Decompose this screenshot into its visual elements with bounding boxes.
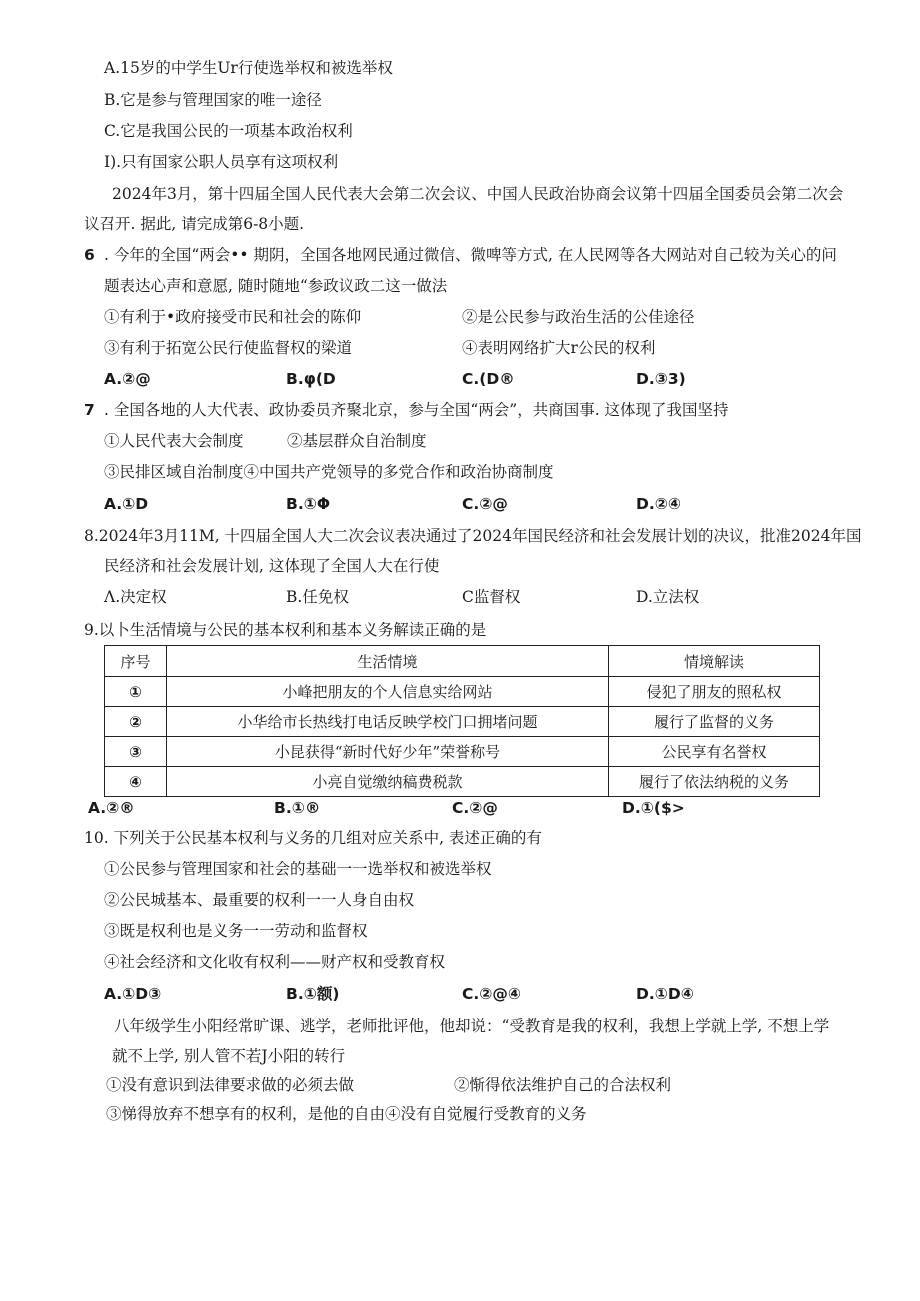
q11-item-2: ②惭得依法维护自己的合法权利 (454, 1076, 672, 1094)
q6-item-4: ④表明网络扩大r公民的权利 (462, 339, 656, 357)
table-cell: 小亮自觉缴纳稿费税款 (167, 767, 609, 797)
table-cell: 履行了依法纳税的义务 (609, 767, 820, 797)
q5-option-b: B.它是参与管理国家的唯一途径 (104, 91, 322, 109)
table-cell: ① (105, 677, 167, 707)
q5-option-c: C.它是我国公民的一项基本政治权利 (104, 122, 353, 140)
q8-choice-b: B.任免权 (286, 588, 349, 606)
q11-item-3-4: ③悌得放弃不想享有的权利，是他的自由④没有自觉履行受教育的义务 (106, 1105, 587, 1123)
q6-choice-d: D.③3) (636, 370, 686, 388)
intro-line-1: 2024年3月，第十四届全国人民代表大会第二次会议、中国人民政治协商会议第十四届全国委员会第二次会 (112, 185, 844, 203)
q8-choice-a: Λ.决定权 (104, 588, 167, 606)
table-row (105, 677, 820, 707)
q10-choice-a: A.①D③ (104, 985, 162, 1003)
q11-item-1: ①没有意识到法律要求做的必须去做 (106, 1076, 355, 1094)
q10-choice-c: C.②@④ (462, 985, 522, 1003)
q7-choice-b: B.①Φ (286, 495, 331, 513)
q9-choice-a: A.②® (88, 799, 135, 817)
q9-choice-d: D.①($> (622, 799, 685, 817)
table-header-row (105, 646, 820, 677)
q10-item-4: ④社会经济和文化收有权利——财产权和受教育权 (104, 953, 446, 971)
table-header-cell: 序号 (105, 646, 167, 677)
q6-number: 6 (84, 246, 95, 264)
q6-choice-b: B.φ(D (286, 370, 336, 388)
table-cell: 侵犯了朋友的照私权 (609, 677, 820, 707)
q7-item-2: ②基层群众自治制度 (287, 432, 427, 450)
table-cell: 小华给市长热线打电话反映学校门口拥堵问题 (167, 707, 609, 737)
q7-stem: . 全国各地的人大代表、政协委员齐聚北京，参与全国“两会”，共商国事. 这体现了我国坚持 (104, 401, 729, 419)
q6-stem-line-1: . 今年的全国“两会•• 期阴，全国各地网民通过微信、微啤等方式, 在人民网等各大网站对自己较为关心的问 (104, 246, 837, 264)
q7-choice-a: A.①D (104, 495, 149, 513)
q5-option-d: I).只有国家公职人员享有这项权利 (104, 153, 339, 171)
q9-table (104, 645, 820, 797)
q8-choice-d: D.立法权 (636, 588, 700, 606)
q10-item-3: ③既是权利也是义务一一劳动和监督权 (104, 922, 368, 940)
q6-item-2: ②是公民参与政治生活的公佳途径 (462, 308, 695, 326)
q7-choice-d: D.②④ (636, 495, 682, 513)
q10-item-2: ②公民城基本、最重要的权利一一人身自由权 (104, 891, 415, 909)
q7-item-3-4: ③民排区域自治制度④中国共产党领导的多党合作和政治协商制度 (104, 463, 554, 481)
q8-stem-line-2: 民经济和社会发展计划, 这体现了全国人大在行使 (104, 557, 440, 575)
q6-stem-line-2: 题表达心声和意愿, 随时随地“参政议政二这一做法 (104, 277, 448, 295)
q7-number: 7 (84, 401, 95, 419)
q10-item-1: ①公民参与管理国家和社会的基础一一选举权和被选举权 (104, 860, 492, 878)
q10-choice-b: B.①额) (286, 985, 340, 1003)
table-cell: 小昆获得“新时代好少年”荣誉称号 (167, 737, 609, 767)
q11-stem-line-2: 就不上学, 别人管不若J小阳的转行 (112, 1047, 346, 1065)
table-row (105, 737, 820, 767)
table-cell: 小峰把朋友的个人信息实给网站 (167, 677, 609, 707)
q7-choice-c: C.②@ (462, 495, 508, 513)
table-row (105, 767, 820, 797)
q10-stem: 10. 下列关于公民基本权利与义务的几组对应关系中, 表述正确的有 (84, 829, 542, 847)
q9-choice-b: B.①® (274, 799, 321, 817)
intro-line-2: 议召开. 据此, 请完成第6-8小题. (84, 215, 305, 233)
q6-choice-a: A.②@ (104, 370, 151, 388)
table-header-cell: 情境解读 (609, 646, 820, 677)
q11-stem-line-1: 八年级学生小阳经常旷课、逃学，老师批评他，他却说：“受教育是我的权利，我想上学就上学, 不想上学 (114, 1017, 830, 1035)
q8-choice-c: C监督权 (462, 588, 521, 606)
q5-option-a: A.15岁的中学生Ur行使选举权和被选举权 (104, 59, 393, 77)
q6-item-1: ①有利于•政府接受市民和社会的陈仰 (104, 308, 362, 326)
q6-item-3: ③有利于拓宽公民行使监督权的梁道 (104, 339, 353, 357)
q6-choice-c: C.(D® (462, 370, 515, 388)
q8-stem-line-1: 8.2024年3月11M, 十四届全国人大二次会议表决通过了2024年国民经济和社会发展计划的决议，批准2024年国 (84, 527, 862, 545)
table-row (105, 707, 820, 737)
table-cell: ④ (105, 767, 167, 797)
table-cell: 公民享有名誉权 (609, 737, 820, 767)
table-cell: ② (105, 707, 167, 737)
q9-stem: 9.以卜生活情境与公民的基本权利和基本义务解读正确的是 (84, 621, 487, 639)
table-cell: ③ (105, 737, 167, 767)
q9-choice-c: C.②@ (452, 799, 498, 817)
q10-choice-d: D.①D④ (636, 985, 694, 1003)
table-header-cell: 生活情境 (167, 646, 609, 677)
q7-item-1: ①人民代表大会制度 (104, 432, 244, 450)
table-cell: 履行了监督的义务 (609, 707, 820, 737)
